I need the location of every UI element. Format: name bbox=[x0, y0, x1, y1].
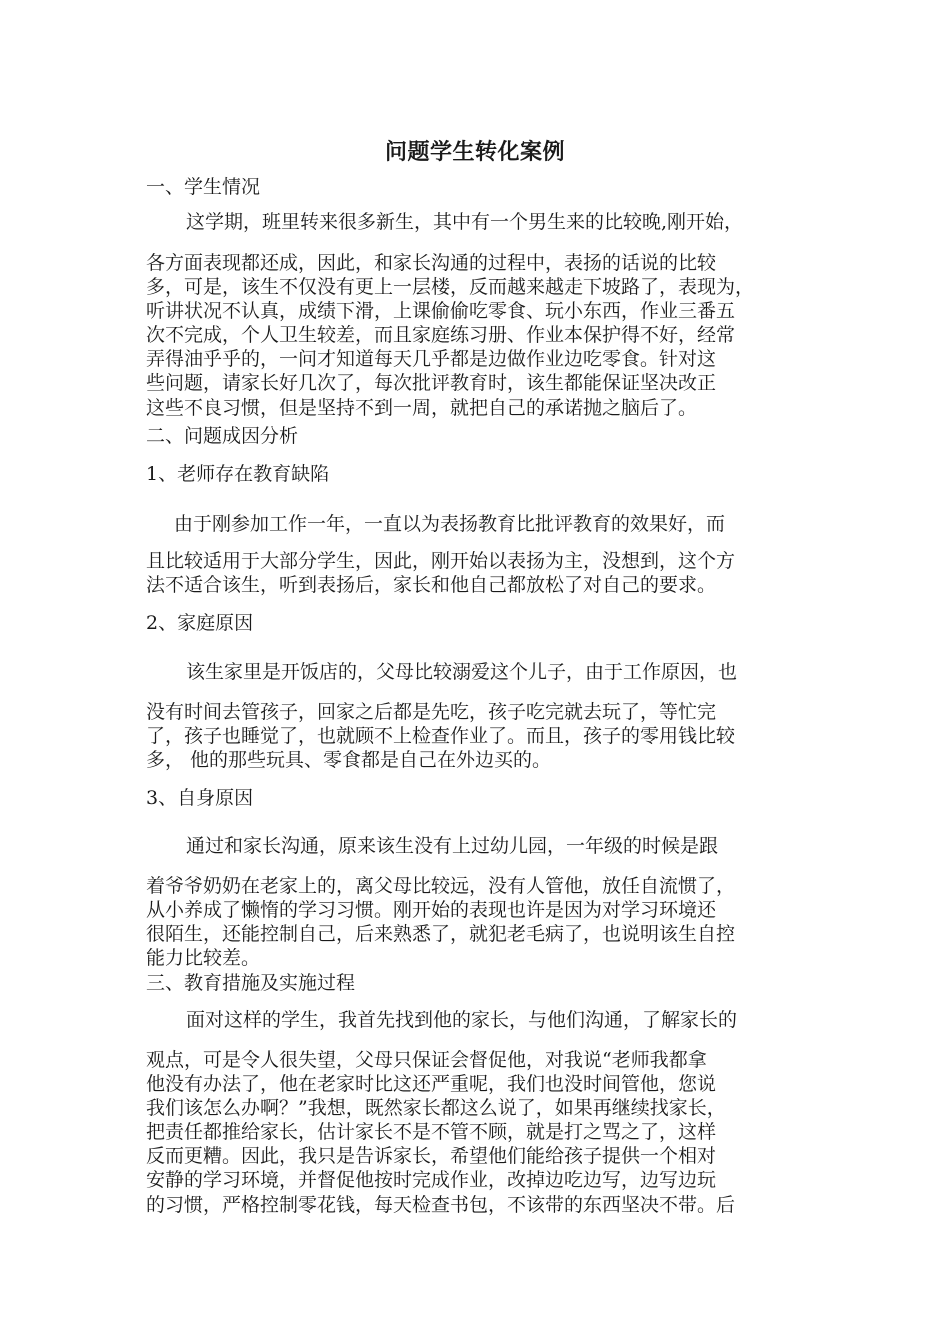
subsection-heading: 2、家庭原因 bbox=[146, 612, 254, 634]
section-heading-1: 一、学生情况 bbox=[146, 176, 261, 198]
subsection-heading: 3、自身原因 bbox=[146, 787, 254, 809]
paragraph-line: 很陌生，还能控制自己，后来熟悉了，就犯老毛病了，也说明该生自控 bbox=[146, 923, 736, 945]
paragraph-line: 弄得油乎乎的，一问才知道每天几乎都是边做作业边吃零食。针对这 bbox=[146, 348, 717, 370]
paragraph-line: 他没有办法了，他在老家时比这还严重呢，我们也没时间管他，您说 bbox=[146, 1073, 717, 1095]
paragraph-line: 面对这样的学生，我首先找到他的家长，与他们沟通，了解家长的 bbox=[186, 1009, 738, 1031]
subsection-heading: 1、老师存在教育缺陷 bbox=[146, 463, 330, 485]
paragraph-line: 着爷爷奶奶在老家上的，离父母比较远，没有人管他，放任自流惯了， bbox=[146, 875, 736, 897]
paragraph-line: 没有时间去管孩子，回家之后都是先吃，孩子吃完就去玩了，等忙完 bbox=[146, 701, 717, 723]
paragraph-line: 该生家里是开饭店的，父母比较溺爱这个儿子，由于工作原因，也 bbox=[186, 661, 738, 683]
paragraph-line: 通过和家长沟通，原来该生没有上过幼儿园，一年级的时候是跟 bbox=[186, 835, 719, 857]
paragraph-line: 法不适合该生，听到表扬后，家长和他自己都放松了对自己的要求。 bbox=[146, 574, 717, 596]
paragraph-line: 次不完成，个人卫生较差，而且家庭练习册、作业本保护得不好，经常 bbox=[146, 324, 736, 346]
paragraph-line: 些问题，请家长好几次了，每次批评教育时，该生都能保证坚决改正 bbox=[146, 372, 717, 394]
document-title: 问题学生转化案例 bbox=[384, 139, 565, 165]
paragraph-line: 多， 他的那些玩具、零食都是自己在外边买的。 bbox=[146, 749, 552, 771]
paragraph-line: 能力比较差。 bbox=[146, 947, 261, 969]
paragraph-line: 多，可是，该生不仅没有更上一层楼，反而越来越走下坡路了，表现为， bbox=[146, 276, 755, 298]
paragraph-line: 了，孩子也睡觉了，也就顾不上检查作业了。而且，孩子的零用钱比较 bbox=[146, 725, 736, 747]
paragraph-line: 把责任都推给家长，估计家长不是不管不顾，就是打之骂之了，这样 bbox=[146, 1121, 717, 1143]
paragraph-line: 从小养成了懒惰的学习习惯。刚开始的表现也许是因为对学习环境还 bbox=[146, 899, 717, 921]
section-heading-2: 二、问题成因分析 bbox=[146, 425, 299, 447]
paragraph-line: 由于刚参加工作一年，一直以为表扬教育比批评教育的效果好，而 bbox=[174, 513, 726, 535]
section-heading-3: 三、教育措施及实施过程 bbox=[146, 972, 356, 994]
paragraph-line: 安静的学习环境，并督促他按时完成作业，改掉边吃边写，边写边玩 bbox=[146, 1169, 717, 1191]
paragraph-line: 我们该怎么办啊？”我想，既然家长都这么说了，如果再继续找家长， bbox=[146, 1097, 726, 1119]
paragraph-line: 这学期，班里转来很多新生，其中有一个男生来的比较晚,刚开始， bbox=[186, 211, 744, 233]
paragraph-line: 这些不良习惯，但是坚持不到一周，就把自己的承诺抛之脑后了。 bbox=[146, 397, 698, 419]
paragraph-line: 各方面表现都还成，因此，和家长沟通的过程中，表扬的话说的比较 bbox=[146, 252, 717, 274]
paragraph-line: 观点，可是令人很失望，父母只保证会督促他，对我说“老师我都拿 bbox=[146, 1049, 707, 1071]
paragraph-line: 且比较适用于大部分学生，因此，刚开始以表扬为主，没想到，这个方 bbox=[146, 550, 736, 572]
paragraph-line: 反而更糟。因此，我只是告诉家长，希望他们能给孩子提供一个相对 bbox=[146, 1145, 717, 1167]
paragraph-line: 的习惯，严格控制零花钱，每天检查书包，不该带的东西坚决不带。后 bbox=[146, 1194, 736, 1216]
paragraph-line: 听讲状况不认真，成绩下滑，上课偷偷吃零食、玩小东西，作业三番五 bbox=[146, 300, 736, 322]
